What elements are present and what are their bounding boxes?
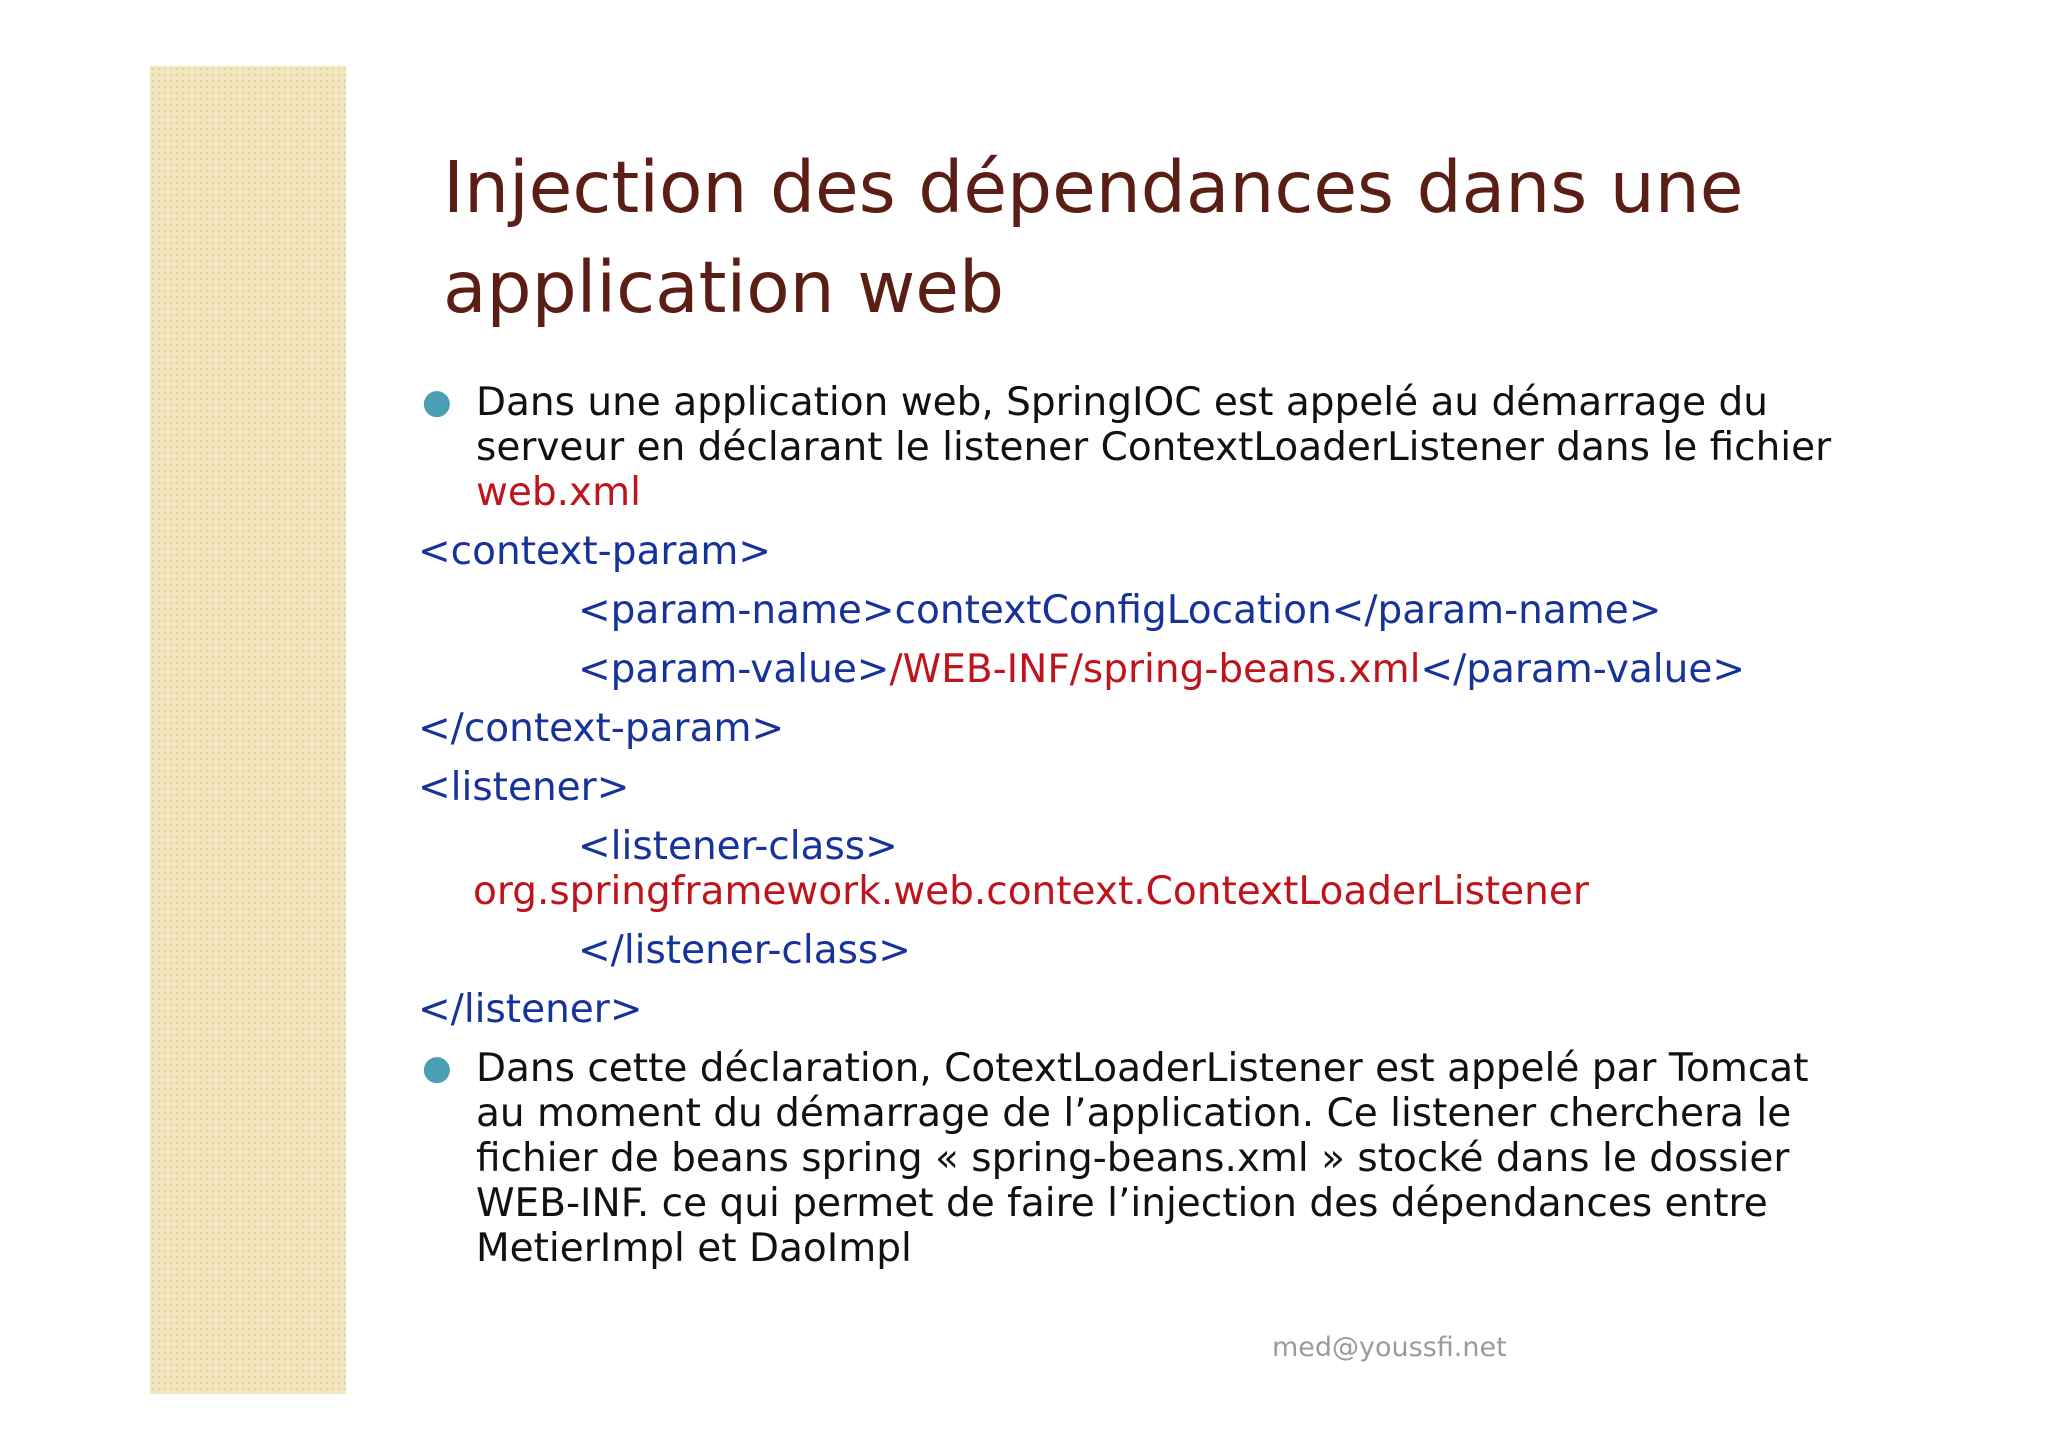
bullet-highlight: web.xml [476,470,641,515]
code-line: <param-name>contextConfigLocation</param-name> [578,588,1662,633]
code-line: </context-param> [418,706,785,751]
side-decoration-band [150,66,346,1394]
bullet-dot-icon: ● [422,1048,452,1088]
code-line: </listener-class> [578,928,911,973]
bullet-item [418,380,1858,515]
code-line: <listener-class> [578,824,898,869]
slide [150,66,1915,1394]
slide-title: Injection des dépendances dans une application web [443,146,1744,329]
code-value: /WEB-INF/spring-beans.xml [889,647,1421,692]
code-tag: <param-value> [578,647,890,692]
slide-content [418,380,1858,1271]
code-tag: </param-value> [1420,647,1746,692]
footer-email: med@youssfi.net [1272,1332,1507,1363]
bullet-item [418,1046,1858,1271]
code-line: </listener> [418,987,643,1032]
code-line: org.springframework.web.context.ContextLoaderListener [473,869,1589,914]
code-line: <listener> [418,765,630,810]
code-block [418,529,1858,1032]
code-line [418,647,1858,692]
code-line: <context-param> [418,529,771,574]
bullet-text: Dans cette déclaration, CotextLoaderListener est appelé par Tomcat au moment du démarrage de l’application. Ce listener cherchera le fichier de beans spring « spring-beans.xml » stocké dans le dossier WEB-INF. ce qui permet de faire l’injection des dépendances entre MetierImpl et DaoImpl [476,1046,1809,1271]
bullet-text: Dans une application web, SpringIOC est appelé au démarrage du serveur en déclarant le listener ContextLoaderListener dans le fichier [476,380,1832,470]
bullet-dot-icon: ● [422,382,452,422]
